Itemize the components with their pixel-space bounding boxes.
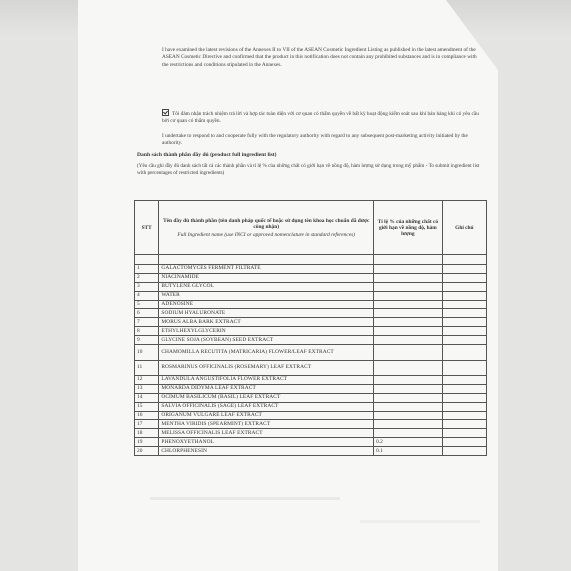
ingredient-note [442,384,486,393]
ingredient-name: SODIUM HYALURONATE [159,309,374,318]
ingredient-table [134,200,487,456]
row-number: 6 [135,309,159,318]
table-row [135,438,487,447]
row-number: 20 [135,447,159,456]
row-number: 11 [135,360,159,376]
table-row [135,411,487,420]
ingredient-name: BUTYLENE GLYCOL [159,282,374,291]
table-row [135,384,487,393]
row-number: 9 [135,336,159,345]
declaration-paragraph-2 [162,109,484,126]
ingredient-note [442,402,486,411]
ingredient-percent: 0.2 [374,438,443,447]
table-row [135,273,487,282]
checked-checkbox-icon [162,109,169,116]
header-name-vi: Tên đầy đủ thành phần (tên danh pháp quốc tế hoặc sử dụng tên khoa học chuẩn đã được công nhận) [163,217,370,230]
table-row [135,318,487,327]
ingredient-note [442,438,486,447]
ingredient-percent [374,282,443,291]
ingredient-note [442,360,486,376]
ingredient-name: NIACINAMIDE [159,273,374,282]
ingredient-percent [374,393,443,402]
header-ingredient-name [159,201,374,255]
ingredient-percent [374,291,443,300]
row-number: 2 [135,273,159,282]
table-row [135,291,487,300]
header-name-en: Full Ingredient name (use INCI or approved nomenclature in standard references) [177,231,355,238]
ingredient-name: GLYCINE SOJA (SOYBEAN) SEED EXTRACT [159,336,374,345]
table-row [135,327,487,336]
faded-bleed-through-line [150,497,340,500]
ingredient-note [442,327,486,336]
table-row [135,447,487,456]
header-percent: Tỉ lệ % của những chất có giới hạn về nồng độ, hàm lượng [374,201,443,255]
table-spacer-row [135,255,487,265]
table-row [135,309,487,318]
ingredient-percent: 0.1 [374,447,443,456]
ingredient-name: LAVANDULA ANGUSTIFOLIA FLOWER EXTRACT [159,376,374,385]
row-number: 17 [135,420,159,429]
ingredient-percent [374,318,443,327]
ingredient-note [442,447,486,456]
table-row [135,420,487,429]
ingredient-percent [374,300,443,309]
row-number: 7 [135,318,159,327]
ingredient-list-note: (Yêu cầu ghi đầy đủ danh sách tất cả các thành phần và tỉ lệ % của những chất có giới hạn về nồng độ, hàm lượng sử dụng trong mỹ phẩm - To submit ingredient list with percentages of restricted ingredients) [137,163,480,177]
ingredient-note [442,376,486,385]
table-row [135,282,487,291]
row-number: 8 [135,327,159,336]
ingredient-name: ETHYLHEXYLGLYCERIN [159,327,374,336]
declaration-paragraph-3: I undertake to respond to and cooperate fully with the regulatory authority with regard to any subsequent post-marketing activity initiated by the authority. [162,133,468,147]
ingredient-name: OCIMUM BASILICUM (BASIL) LEAF EXTRACT [159,393,374,402]
table-row [135,393,487,402]
row-number: 15 [135,402,159,411]
row-number: 12 [135,376,159,385]
ingredient-name: ADENOSINE [159,300,374,309]
table-row [135,300,487,309]
ingredient-percent [374,273,443,282]
table-row [135,345,487,361]
ingredient-note [442,291,486,300]
ingredient-name: WATER [159,291,374,300]
ingredient-note [442,318,486,327]
ingredient-note [442,300,486,309]
ingredient-name: GALACTOMYCES FERMENT FILTRATE [159,265,374,274]
table-row [135,376,487,385]
row-number: 16 [135,411,159,420]
row-number: 13 [135,384,159,393]
table-row [135,336,487,345]
ingredient-name: MELISSA OFFICINALIS LEAF EXTRACT [159,429,374,438]
row-number: 3 [135,282,159,291]
table-header-row [135,201,487,255]
row-number: 19 [135,438,159,447]
ingredient-name: PHENOXYETHANOL [159,438,374,447]
ingredient-percent [374,402,443,411]
faded-bleed-through-line [360,520,480,523]
ingredient-list-heading: Danh sách thành phần đầy đủ (product full ingredient list) [137,152,277,158]
table-row [135,429,487,438]
ingredient-note [442,420,486,429]
ingredient-percent [374,411,443,420]
ingredient-name: MENTHA VIRIDIS (SPEARMINT) EXTRACT [159,420,374,429]
ingredient-name: CHLORPHENESIN [159,447,374,456]
row-number: 5 [135,300,159,309]
ingredient-note [442,282,486,291]
ingredient-note [442,345,486,361]
row-number: 10 [135,345,159,361]
row-number: 18 [135,429,159,438]
ingredient-percent [374,376,443,385]
ingredient-name: ROSMARINUS OFFICINALIS (ROSEMARY) LEAF EXTRACT [159,360,374,376]
declaration-paragraph-2-text: Tôi đảm nhận trách nhiệm trả lời và hợp tác toàn diện với cơ quan có thẩm quyền về bất kỳ hoạt động kiểm soát sau khi bán hàng khi có yêu cầu bởi cơ quan có thẩm quyền. [162,111,479,125]
table-row [135,265,487,274]
ingredient-percent [374,360,443,376]
ingredient-percent [374,327,443,336]
ingredient-name: MONARDA DIDYMA LEAF EXTRACT [159,384,374,393]
ingredient-note [442,273,486,282]
ingredient-percent [374,420,443,429]
header-stt: STT [135,201,159,255]
ingredient-note [442,336,486,345]
ingredient-name: SALVIA OFFICINALIS (SAGE) LEAF EXTRACT [159,402,374,411]
header-notes: Ghi chú [442,201,486,255]
ingredient-name: CHAMOMILLA RECUTITA (MATRICARIA) FLOWER/LEAF EXTRACT [159,345,374,361]
ingredient-name: ORIGANUM VULGARE LEAF EXTRACT [159,411,374,420]
row-number: 4 [135,291,159,300]
declaration-paragraph-1: I have examined the latest revisions of the Annexes II to VII of the ASEAN Cosmetic Ingredient Listing as published in the latest amendment of the ASEAN Cosmetic Directive and confirmed that the product in this notification does not contain any prohibited substances and is in compliance with the restrictions and conditions stipulated in the Annexes. [162,47,477,68]
ingredient-percent [374,265,443,274]
ingredient-note [442,393,486,402]
row-number: 1 [135,265,159,274]
ingredient-percent [374,384,443,393]
row-number: 14 [135,393,159,402]
ingredient-note [442,429,486,438]
ingredient-note [442,265,486,274]
ingredient-percent [374,336,443,345]
ingredient-name: MORUS ALBA BARK EXTRACT [159,318,374,327]
ingredient-percent [374,345,443,361]
ingredient-percent [374,309,443,318]
ingredient-percent [374,429,443,438]
ingredient-note [442,309,486,318]
table-row [135,402,487,411]
table-row [135,360,487,376]
ingredient-note [442,411,486,420]
